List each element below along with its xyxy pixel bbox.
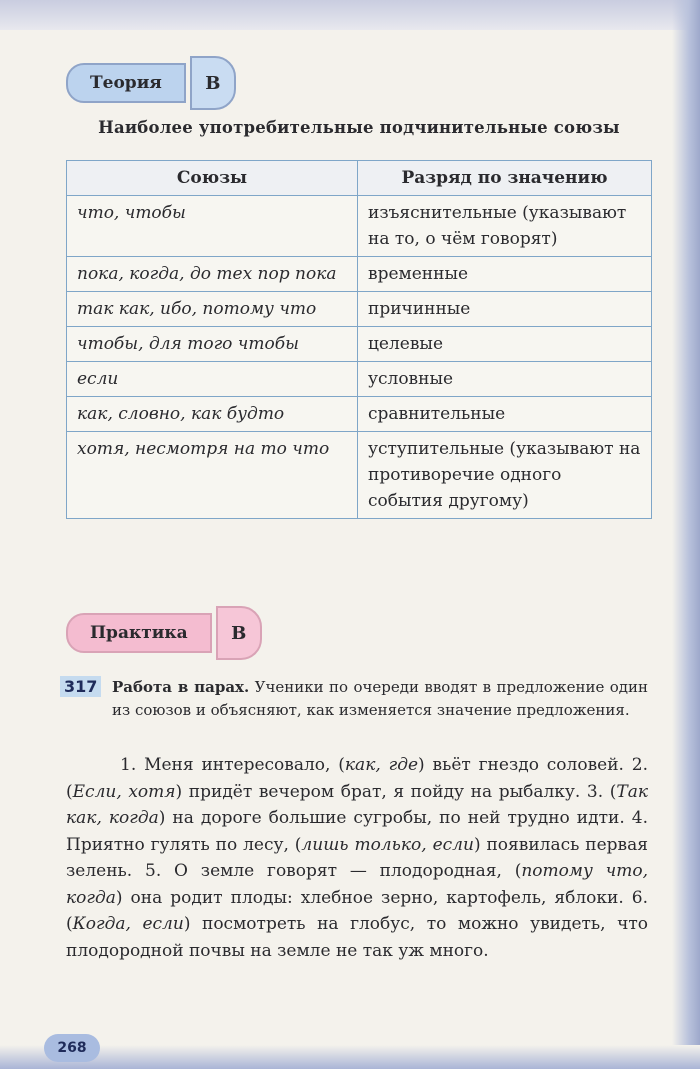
conjunction-cell: что, чтобы [67,196,358,257]
table-row [67,397,652,432]
exercise-number: 317 [60,676,101,697]
page-bottom-edge [0,1045,700,1069]
conjunctions-table [66,160,652,519]
exercise-task-text: Ученики по очереди вводят в предложение один из союзов и объясняют, как изменяется значение предложения. [112,678,648,719]
sentence-text: ) посмотреть на глобус, то можно увидеть, что плодородной почвы на земле не так уж много. [66,914,648,961]
practice-label: Практика [66,613,212,653]
table-row [67,432,652,519]
practice-level-badge: В [216,606,262,660]
page-number: 268 [44,1034,100,1062]
table-row [67,257,652,292]
sentence-text: ) она родит плоды: хлебное зерно, картофель, яблоки. 6. ( [66,887,648,934]
table-row [67,292,652,327]
conjunction-cell: чтобы, для того чтобы [67,327,358,362]
conjunction-cell: если [67,362,358,397]
category-cell: уступительные (указывают на противоречие одного события другому) [358,432,652,519]
conjunction-cell: пока, когда, до тех пор пока [67,257,358,292]
table-row [67,196,652,257]
sentence-text: 1. Меня интересовало, ( [120,755,345,775]
table-title: Наиболее употребительные подчинительные союзы [98,118,620,137]
table-header-row [67,161,652,196]
header-conjunctions: Союзы [67,161,358,196]
practice-header [66,606,262,660]
conjunction-cell: как, словно, как будто [67,397,358,432]
conjunction-choice: потому что, когда [66,861,648,908]
category-cell: временные [358,257,652,292]
theory-header [66,56,236,110]
header-category: Разряд по значению [358,161,652,196]
category-cell: изъяснительные (указывают на то, о чём говорят) [358,196,652,257]
page-top-edge [0,0,700,30]
conjunction-choice: как, где [344,755,419,775]
conjunction-cell: так как, ибо, потому что [67,292,358,327]
exercise-task [112,676,648,722]
sentence-text: ) придёт вечером брат, я пойду на рыбалку. 3. ( [175,781,617,802]
conjunction-choice: Когда, если [72,914,184,934]
conjunction-cell: хотя, несмотря на то что [67,432,358,519]
table-row [67,327,652,362]
category-cell: целевые [358,327,652,362]
table-row [67,362,652,397]
sentence-text: ) вьёт гнездо соловей. 2. ( [66,755,648,802]
theory-label: Теория [66,63,186,103]
sentence-text: ) появилась первая зелень. 5. О земле говорят — плодородная, ( [66,834,648,881]
conjunction-choice: лишь только, если [301,834,474,855]
theory-level-badge: В [190,56,236,110]
category-cell: причинные [358,292,652,327]
exercise-task-title: Работа в парах. [112,678,250,696]
page-right-edge [672,0,700,1069]
category-cell: сравнительные [358,397,652,432]
conjunction-choice: Если, хотя [72,781,176,802]
sentence-text: ) на дороге большие сугробы, по ней трудно идти. 4. Приятно гулять по лесу, ( [66,808,648,855]
exercise-body [66,752,648,964]
conjunction-choice: Так как, когда [66,781,648,828]
category-cell: условные [358,362,652,397]
